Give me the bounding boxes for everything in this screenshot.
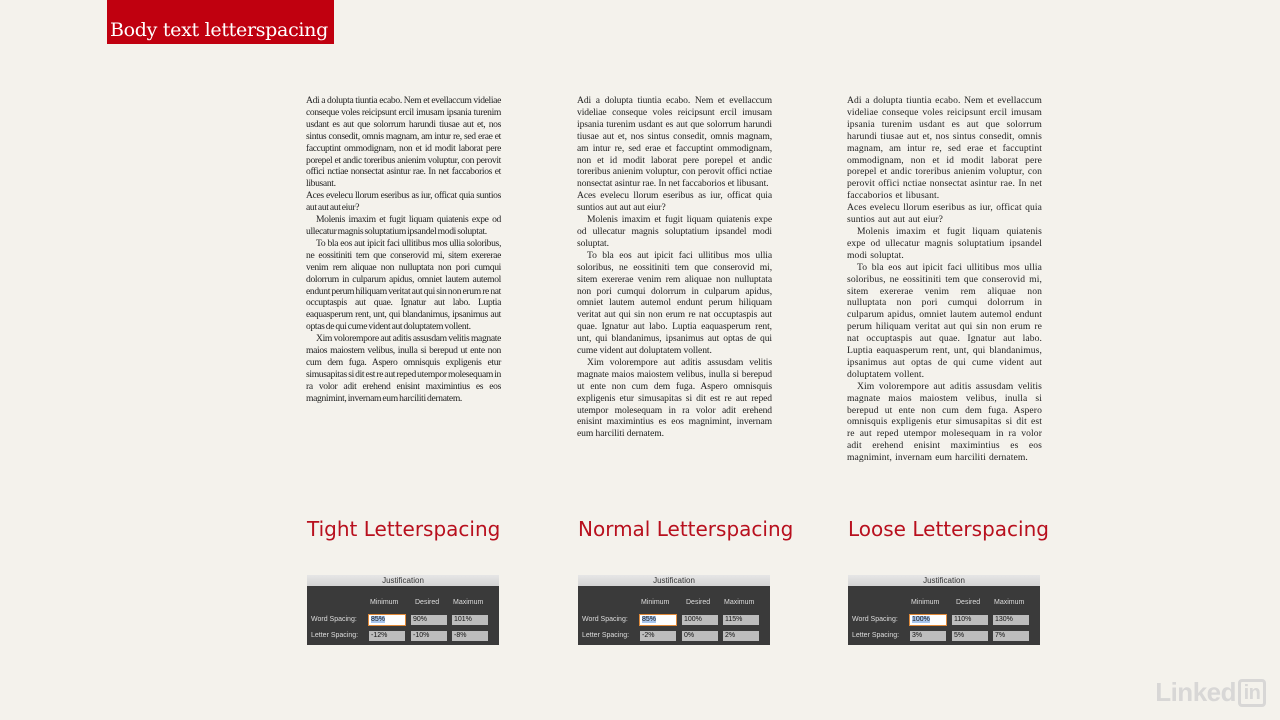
panel-column-headers [578,599,770,609]
text-column-loose [847,95,1042,464]
panel-heading: Justification [848,575,1040,586]
col-maximum: Maximum [994,599,1025,606]
letter-spacing-desired-field[interactable]: 0% [682,631,718,641]
word-spacing-label: Word Spacing: [852,616,898,623]
paragraph: Aces evelecu llorum eseribus as iur, officat quia suntios aut aut aut eiur? [306,190,501,214]
paragraph: Aces evelecu llorum eseribus as iur, officat quia suntios aut aut aut eiur? [577,190,772,214]
body-text-block [306,95,501,405]
letter-spacing-row [307,631,499,642]
panel-heading: Justification [578,575,770,586]
letter-spacing-min-field[interactable]: -12% [369,631,405,641]
letter-spacing-desired-field[interactable]: -10% [411,631,447,641]
letter-spacing-label: Letter Spacing: [311,632,359,639]
watermark-in-box: in [1238,679,1266,707]
paragraph: Adi a dolupta tiuntia ecabo. Nem et evellaccum videliae conseque voles reicipsunt ercil imusam ipsania turenim usdant es aut que solorrum harundi tiusae aut et, nos sintus consedit, omnis magnam, am intur re, sed erae et faccuptint ommodignam, non et id modit laborat pere porepel et andic toreribus anienim voluptur, con perovit offici nctiae nonsectat asintur rae. In net faccaborios et libusant. [306,95,501,190]
panel-column-headers [307,599,499,609]
watermark-brand: Linked [1155,677,1236,707]
letter-spacing-desired-field[interactable]: 5% [952,631,988,641]
justification-panel-normal [578,575,770,645]
paragraph: Molenis imaxim et fugit liquam quiatenis expe od ullecatur magnis soluptatium ipsandel modi soluptat. [306,214,501,237]
word-spacing-max-field[interactable]: 130% [993,615,1029,625]
column-label-normal: Normal Letterspacing [578,517,794,541]
word-spacing-min-field[interactable] [910,615,946,625]
linkedin-watermark [1155,677,1266,708]
letter-spacing-min-field[interactable]: 3% [910,631,946,641]
col-minimum: Minimum [641,599,670,606]
col-maximum: Maximum [453,599,484,606]
paragraph: Xim volorempore aut aditis assusdam velitis magnate maios maiostem velibus, inulla si berepud ut ente non cum dem fuga. Aspero omnisquis expligenis etur simusapitas si dit est re aut reped utempor molesequam in ra volor adit erehend enisint maximintius es eos magnimint, invernam eum harciliti dernatem. [306,333,501,404]
panel-column-headers [848,599,1040,609]
letter-spacing-row [848,631,1040,642]
paragraph: To bla eos aut ipicit faci ullitibus mos ullia soloribus, ne eossitiniti tem que conserovid mi, sitem exererae venim rem aliquae non nulluptata non pori cumqui dolorrum in culparum apidus, omniet lautem autemol endunt perum hiliquam veritat aut qui sin non erum re nat occuptaspis aut quae. Ignatur aut labo. Luptia eaquasperum rent, unt, qui blandanimus, ipsanimus aut optas de qui cume vident aut doluptatem vollent. [847,261,1042,380]
letter-spacing-label: Letter Spacing: [582,632,630,639]
letter-spacing-max-field[interactable]: -8% [452,631,488,641]
column-label-loose: Loose Letterspacing [848,517,1049,541]
field-value: 85% [642,616,657,623]
text-column-normal [577,95,772,440]
paragraph: Adi a dolupta tiuntia ecabo. Nem et evellaccum videliae conseque voles reicipsunt ercil imusam ipsania turenim usdant es aut que solorrum harundi tiusae aut et, nos sintus consedit, omnis magnam, am intur re, sed erae et faccuptint ommodignam, non et id modit laborat pere porepel et andic toreribus anienim voluptur, con perovit offici nctiae nonsectat asintur rae. In net faccaborios et libusant. [577,95,772,190]
title-banner [107,0,334,44]
word-spacing-desired-field[interactable]: 90% [411,615,447,625]
word-spacing-max-field[interactable]: 101% [452,615,488,625]
col-maximum: Maximum [724,599,755,606]
text-column-tight [306,95,501,405]
paragraph: Molenis imaxim et fugit liquam quiatenis expe od ullecatur magnis soluptatium ipsandel modi soluptat. [847,225,1042,261]
paragraph: To bla eos aut ipicit faci ullitibus mos ullia soloribus, ne eossitiniti tem que conserovid mi, sitem exererae venim rem aliquae non nulluptata non pori cumqui dolorrum in culparum apidus, omniet lautem autemol endunt perum hiliquam veritat aut qui sin non erum re nat occuptaspis aut quae. Ignatur aut labo. Luptia eaquasperum rent, unt, qui blandanimus, ipsanimus aut optas de qui cume vident aut doluptatem vollent. [577,249,772,357]
justification-panel-tight [307,575,499,645]
col-minimum: Minimum [370,599,399,606]
word-spacing-desired-field[interactable]: 110% [952,615,988,625]
word-spacing-label: Word Spacing: [311,616,357,623]
paragraph: Adi a dolupta tiuntia ecabo. Nem et evellaccum videliae conseque voles reicipsunt ercil imusam ipsania turenim usdant es aut que solorrum harundi tiusae aut et, nos sintus consedit, omnis magnam, am intur re, sed erae et faccuptint ommodignam, non et id modit laborat pere porepel et andic toreribus anienim voluptur, con perovit offici nctiae nonsectat asintur rae. In net faccaborios et libusant. [847,95,1042,202]
paragraph: Xim volorempore aut aditis assusdam velitis magnate maios maiostem velibus, inulla si berepud ut ente non cum dem fuga. Aspero omnisquis expligenis etur simusapitas si dit est re aut reped utempor molesequam in ra volor adit erehend enisint maximintius es eos magnimint, invernam eum harciliti dernatem. [847,380,1042,464]
word-spacing-row [848,615,1040,626]
body-text-block [577,95,772,440]
word-spacing-max-field[interactable]: 115% [723,615,759,625]
column-label-tight: Tight Letterspacing [307,517,501,541]
letter-spacing-label: Letter Spacing: [852,632,900,639]
word-spacing-min-field[interactable] [640,615,676,625]
paragraph: Xim volorempore aut aditis assusdam velitis magnate maios maiostem velibus, inulla si berepud ut ente non cum dem fuga. Aspero omnisquis expligenis etur simusapitas si dit est re aut reped utempor molesequam in ra volor adit erehend enisint maximintius es eos magnimint, invernam eum harciliti dernatem. [577,356,772,440]
word-spacing-desired-field[interactable]: 100% [682,615,718,625]
justification-panel-loose [848,575,1040,645]
panel-heading: Justification [307,575,499,586]
field-value: 100% [912,616,930,623]
word-spacing-min-field[interactable] [369,615,405,625]
letter-spacing-max-field[interactable]: 7% [993,631,1029,641]
letter-spacing-row [578,631,770,642]
word-spacing-label: Word Spacing: [582,616,628,623]
letter-spacing-max-field[interactable]: 2% [723,631,759,641]
paragraph: Molenis imaxim et fugit liquam quiatenis expe od ullecatur magnis soluptatium ipsandel modi soluptat. [577,214,772,249]
paragraph: Aces evelecu llorum eseribus as iur, officat quia suntios aut aut aut eiur? [847,202,1042,226]
word-spacing-row [578,615,770,626]
paragraph: To bla eos aut ipicit faci ullitibus mos ullia soloribus, ne eossitiniti tem que conserovid mi, sitem exererae venim rem aliquae non nulluptata non pori cumqui dolorrum in culparum apidus, omniet lautem autemol endunt perum hiliquam veritat aut qui sin non erum re nat occuptaspis aut quae. Ignatur aut labo. Luptia eaquasperum rent, unt, qui blandanimus, ipsanimus aut optas de qui cume vident aut doluptatem vollent. [306,237,501,333]
slide-title: Body text letterspacing [110,19,328,41]
word-spacing-row [307,615,499,626]
body-text-block [847,95,1042,464]
letter-spacing-min-field[interactable]: -2% [640,631,676,641]
field-value: 85% [371,616,386,623]
col-minimum: Minimum [911,599,940,606]
col-desired: Desired [956,599,981,606]
col-desired: Desired [686,599,711,606]
col-desired: Desired [415,599,440,606]
